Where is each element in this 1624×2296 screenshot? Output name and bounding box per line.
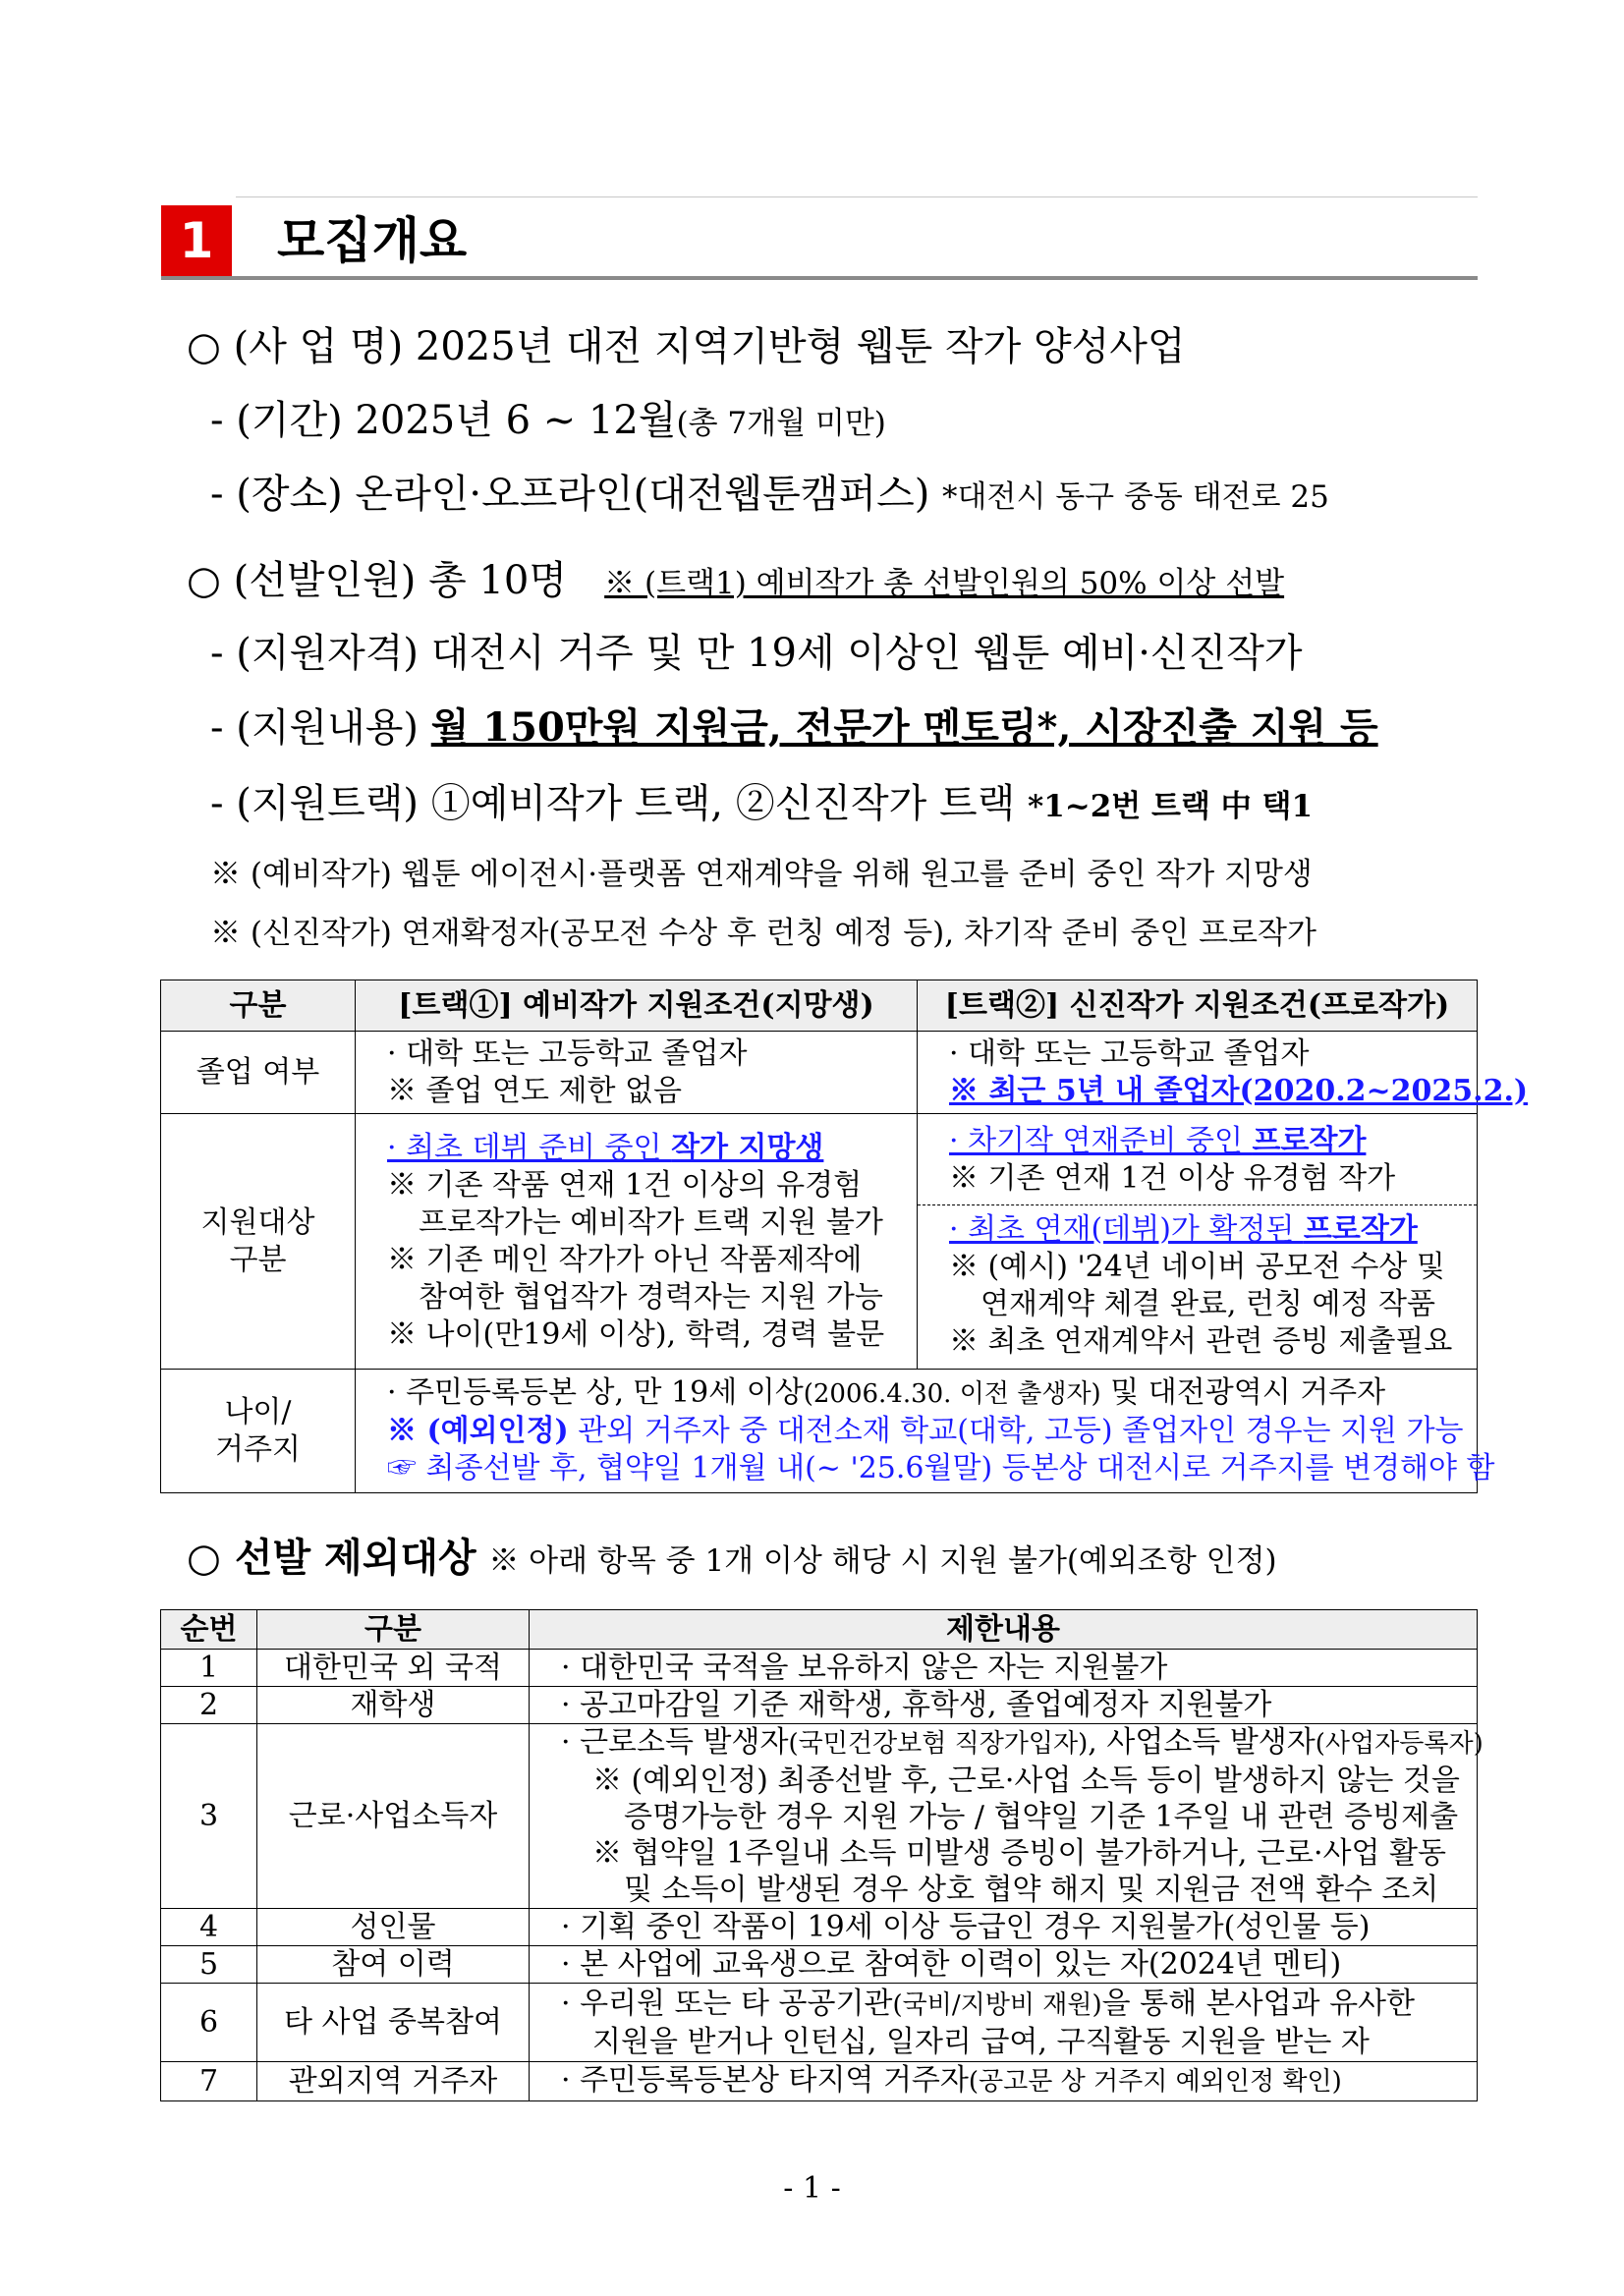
header-bottom-rule [161,276,1478,280]
note-emerging-writer: ※ (신진작가) 연재확정자(공모전 수상 후 런칭 예정 등), 차기작 준비 중인 프로작가 [210,916,1316,951]
row-label-residence: 나이/ 거주지 [161,1370,356,1493]
table-header-track2: [트랙②] 신진작가 지원조건(프로작가) [918,980,1478,1032]
place: - (장소) 온라인·오프라인(대전웹툰캠퍼스) *대전시 동구 중동 태전로 25 [210,472,1329,517]
table-header-category: 구분 [161,980,356,1032]
table-row: 7 관외지역 거주자 · 주민등록등본상 타지역 거주자(공고문 상 거주지 예외인정 확인) [161,2062,1478,2101]
table-row: 2 재학생 · 공고마감일 기준 재학생, 휴학생, 졸업예정자 지원불가 [161,1687,1478,1724]
graduation-track2: · 대학 또는 고등학교 졸업자 ※ 최근 5년 내 졸업자(2020.2~2025.2.) [918,1032,1478,1114]
support-track: - (지원트랙) ①예비작가 트랙, ②신진작가 트랙 *1~2번 트랙 中 택1 [210,781,1314,826]
exclusion-header-no: 순번 [161,1610,257,1650]
qualification: - (지원자격) 대전시 거주 및 만 19세 이상인 웹툰 예비·신진작가 [210,631,1303,676]
table-row: 5 참여 이력 · 본 사업에 교육생으로 참여한 이력이 있는 자(2024년 멘티) [161,1946,1478,1984]
business-name: ○ (사 업 명) 2025년 대전 지역기반형 웹툰 작가 양성사업 [187,324,1186,369]
exclusion-table [160,1609,1484,2101]
target-track1: · 최초 데뷔 준비 중인 작가 지망생 ※ 기존 작품 연재 1건 이상의 유경험 프로작가는 예비작가 트랙 지원 불가 ※ 기존 메인 작가가 아닌 작품제작에 참여한 협업작가 경력자는 지원 가능 ※ 나이(만19세 이상), 학력, 경력 불문 [356,1114,918,1370]
header-top-rule [236,196,1478,197]
table-row: 6 타 사업 중복참여 · 우리원 또는 타 공공기관(국비/지방비 재원)을 통해 본사업과 유사한 지원을 받거나 인턴십, 일자리 급여, 구직활동 지원을 받는 자 [161,1984,1478,2062]
period: - (기간) 2025년 6 ~ 12월(총 7개월 미만) [210,398,886,443]
exclusion-header-content: 제한내용 [530,1610,1478,1650]
table-row: 4 성인물 · 기획 중인 작품이 19세 이상 등급인 경우 지원불가(성인물 등) [161,1909,1478,1946]
track-conditions-table [160,980,1529,1493]
note-prospective-writer: ※ (예비작가) 웹툰 에이전시·플랫폼 연재계약을 위해 원고를 준비 중인 작가 지망생 [210,857,1313,892]
exclusion-heading: ○ 선발 제외대상 ※ 아래 항목 중 1개 이상 해당 시 지원 불가(예외조항 인정) [187,1535,1277,1581]
row-label-graduation: 졸업 여부 [161,1032,356,1114]
row-label-target: 지원대상 구분 [161,1114,356,1370]
target-track2-pro-next: · 차기작 연재준비 중인 프로작가 ※ 기존 연재 1건 이상 유경험 작가 [918,1117,1477,1205]
selection-count: ○ (선발인원) 총 10명 ※ (트랙1) 예비작가 총 선발인원의 50% 이상 선발 [187,558,1285,603]
target-track2 [918,1114,1478,1370]
graduation-track1: · 대학 또는 고등학교 졸업자 ※ 졸업 연도 제한 없음 [356,1032,918,1114]
support-content: - (지원내용) 월 150만원 지원금, 전문가 멘토링*, 시장진출 지원 등 [210,704,1378,751]
section-title: 모집개요 [277,212,468,269]
target-track2-debut-confirmed: · 최초 연재(데뷔)가 확정된 프로작가 ※ (예시) '24년 네이버 공모전 수상 및 연재계약 체결 완료, 런칭 예정 작품 ※ 최초 연재계약서 관련 증빙 제출필요 [949,1211,1453,1359]
table-row: 3 근로·사업소득자 · 근로소득 발생자(국민건강보험 직장가입자), 사업소득 발생자(사업자등록자) ※ (예외인정) 최종선발 후, 근로·사업 소득 등이 발생하지 않는 것을 증명가능한 경우 지원 가능 / 협약일 기준 1주일 내 관련 증빙제출 ※ 협약일 1주일내 소득 미발생 증빙이 불가하거나, 근로·사업 활동 및 소득이 발생된 경우 상호 협약 해지 및 지원금 전액 환수 조치 [161,1724,1478,1909]
page-number: - 1 - [783,2171,841,2206]
table-row: 1 대한민국 외 국적 · 대한민국 국적을 보유하지 않은 자는 지원불가 [161,1650,1478,1687]
table-header-track1: [트랙①] 예비작가 지원조건(지망생) [356,980,918,1032]
residence-content: · 주민등록등본 상, 만 19세 이상(2006.4.30. 이전 출생자) 및 대전광역시 거주자 ※ (예외인정) 관외 거주자 중 대전소재 학교(대학, 고등) 졸업자인 경우는 지원 가능 ☞ 최종선발 후, 협약일 1개월 내(~ '25.6월말) 등본상 대전시로 거주지를 변경해야 함 [356,1370,1478,1493]
section-number-badge: 1 [161,205,232,276]
exclusion-header-category: 구분 [257,1610,530,1650]
